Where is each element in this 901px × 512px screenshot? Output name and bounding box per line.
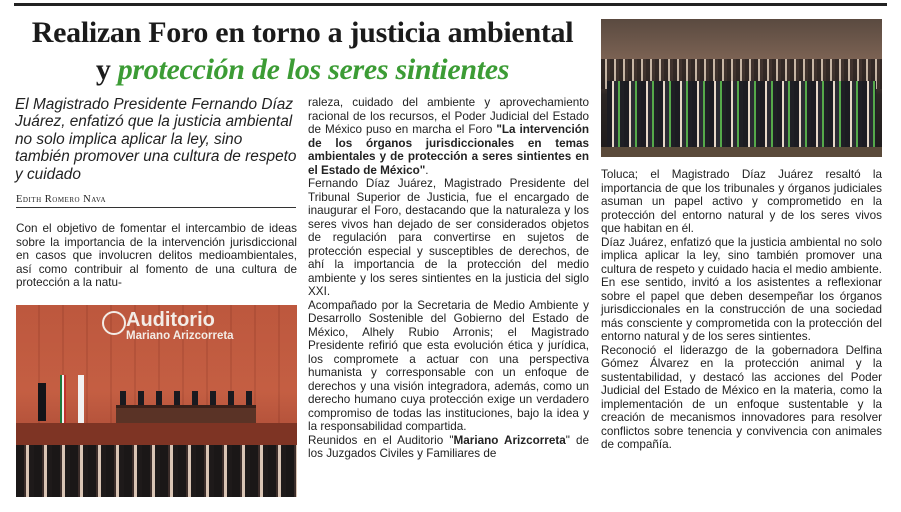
column-1-paragraph: Con el objetivo de fomentar el intercambio de ideas sobre la importancia de la intervención jurisdiccional en casos que involucren delitos medioambientales, así como contribuir al fomento de una cultura de protección a la natu-: [16, 222, 297, 289]
flag-icon: [60, 375, 66, 423]
group-attendees: [607, 81, 876, 157]
auditorium-photo: [16, 305, 297, 497]
panel-members: [120, 391, 252, 405]
column-3-paragraph-1: Toluca; el Magistrado Díaz Juárez resaltó la importancia de que los tribunales y órganos judiciales asuman un papel activo y comprometido en la protección del entorno natural y de los seres vivos que habitan en él.: [601, 168, 882, 235]
column-3-paragraph-3: Reconoció el liderazgo de la gobernadora Delfina Gómez Álvarez en la protección animal y la sustentabilidad, y destacó las acciones del Poder Judicial del Estado de México en la materia, como la implementación de un enfoque sustentable y la creación de mecanismos innovadores para resolver conflictos sobre tenencia y convivencia con animales de compañía.: [601, 343, 882, 451]
column-2-paragraph-4: Reunidos en el Auditorio "Mariano Arizcorreta" de los Juzgados Civiles y Familiares de: [308, 433, 589, 460]
headline-line-2: [10, 51, 595, 88]
auditorium-sign-name: Mariano Arizcorreta: [126, 330, 234, 342]
auditorium-name: Mariano Arizcorreta: [453, 433, 566, 447]
column-1: [16, 222, 297, 290]
auditorium-sign-title: Auditorio: [126, 309, 215, 331]
lead-paragraph: El Magistrado Presidente Fernando Díaz Juárez, enfatizó que la justicia ambiental no solo implica aplicar la ley, sino también promover una cultura de respeto y cuidado: [15, 96, 297, 183]
column-2-paragraph-3: Acompañado por la Secretaria de Medio Ambiente y Desarrollo Sostenible del Gobierno del Estado de México, Alhely Rubio Arronis; el Magistrado Presidente refirió que esta evolución ética y jurídica, los compromete a actuar con una perspectiva humanista y corresponsable con un enfoque de derechos y una visión integradora, además, como un derecho humano cuya protección exige un verdadero compromiso de todas las instituciones, bajo la idea y la responsabilidad compartida.: [308, 298, 589, 433]
flag-icon: [78, 375, 84, 423]
column-2: [308, 96, 589, 461]
forum-title: "La intervención de los órganos jurisdiccionales en temas ambientales y de protección a seres sintientes en el Estado de México": [308, 123, 589, 177]
byline: Edith Romero Nava: [16, 194, 296, 208]
auditorium-logo-icon: [102, 311, 126, 335]
top-rule: [14, 3, 887, 6]
column-2-paragraph-2: Fernando Díaz Juárez, Magistrado Presidente del Tribunal Superior de Justicia, fue el encargado de inaugurar el Foro, destacando que la naturaleza y los seres vivos han dejado de ser considerados objetos de regulación para convertirse en sujetos de protección especial y susceptibles de derechos, de ahí la importancia de la protección del medio ambiente y los seres sintientes en la justicia del siglo XXI.: [308, 177, 589, 298]
audience: [16, 445, 297, 497]
headline-line-1: Realizan Foro en torno a justicia ambiental: [31, 16, 574, 49]
column-2-paragraph-1: raleza, cuidado del ambiente y aprovechamiento racional de los recursos, el Poder Judicial del Estado de México puso en marcha el Foro "La intervención de los órganos jurisdiccionales en temas ambientales y de protección a seres sintientes en el Estado de México".: [308, 96, 589, 177]
column-3: [601, 168, 882, 452]
column-3-paragraph-2: Díaz Juárez, enfatizó que la justicia ambiental no solo implica aplicar la ley, sino también promover una cultura de respeto y cuidado hacia el medio ambiente. En ese sentido, invitó a los asistentes a reflexionar sobre el papel que deben desempeñar los órganos jurisdiccionales en la construcción de una sociedad más consciente y comprometida con la protección del entorno natural y de los seres sintientes.: [601, 235, 882, 343]
group-photo: [601, 19, 882, 157]
headline-prefix: y: [95, 53, 118, 86]
headline: [10, 14, 595, 88]
auditorium-sign: [126, 310, 234, 343]
speaker-figure: [38, 383, 46, 421]
headline-highlight: protección de los seres sintientes: [117, 53, 510, 86]
